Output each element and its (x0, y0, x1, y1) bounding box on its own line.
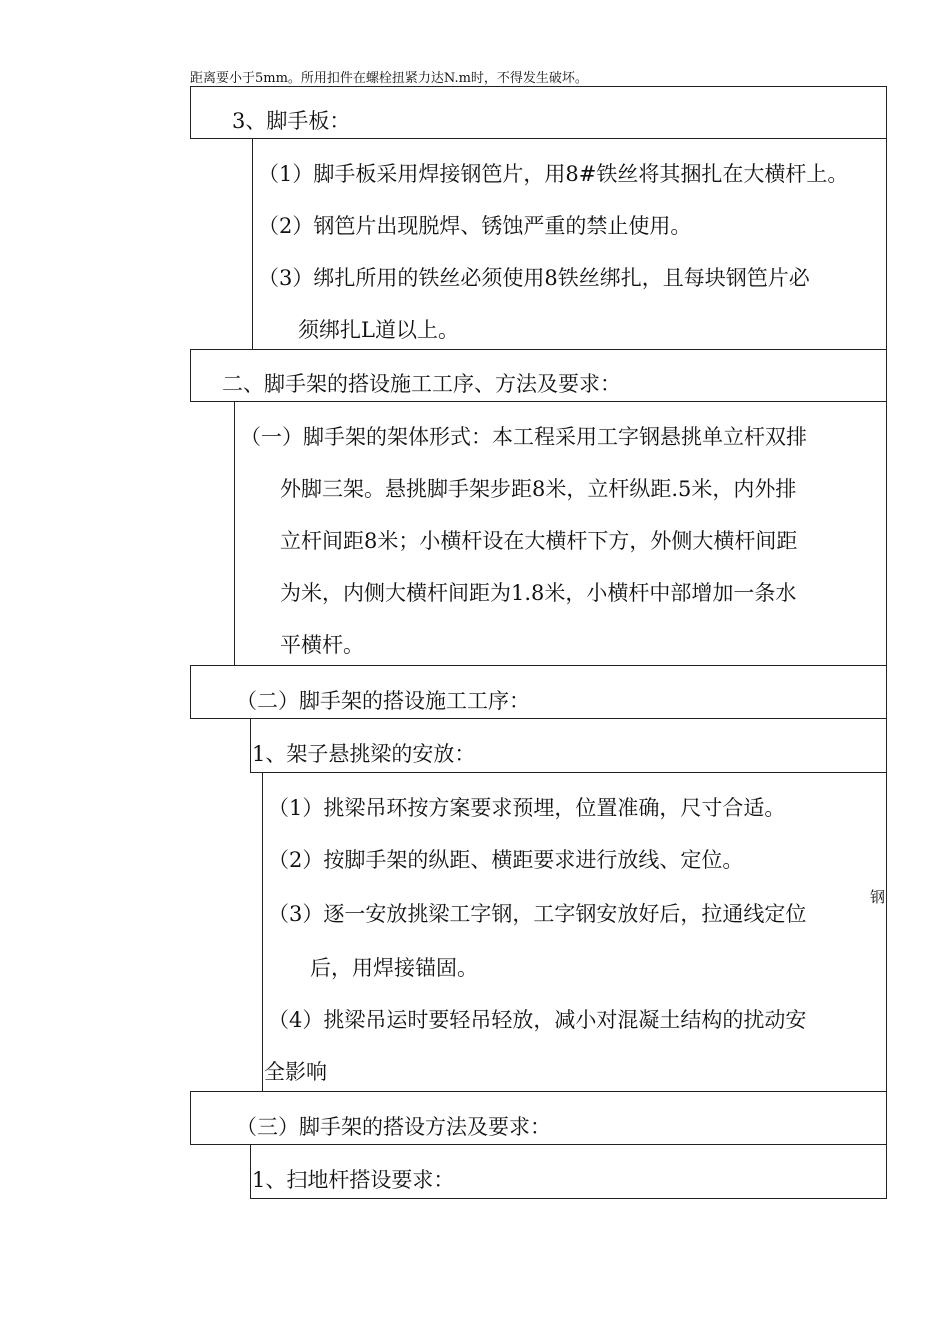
item-scaffold-board-3: （3）绑扎所用的铁丝必须使用8铁丝绑扎，且每块钢笆片必 (258, 266, 810, 290)
item-beam-2: （2）按脚手架的纵距、横距要求进行放线、定位。 (268, 848, 744, 872)
heading-section-two: 二、脚手架的搭设施工工序、方法及要求： (222, 372, 621, 396)
item-beam-3-side-note: 钢 (870, 888, 886, 906)
heading-methods: （三）脚手架的搭设方法及要求： (236, 1115, 551, 1139)
item-scaffold-board-2: （2）钢笆片出现脱焊、锈蚀严重的禁止使用。 (258, 214, 692, 238)
para-frame-form-1: （一）脚手架的架体形式：本工程采用工字钢悬挑单立杆双排 (240, 425, 807, 449)
para-frame-form-5: 平横杆。 (280, 633, 364, 657)
para-frame-form-4: 为米，内侧大横杆间距为1.8米，小横杆中部增加一条水 (280, 581, 797, 605)
heading-scaffold-board: 3、脚手板： (232, 109, 351, 133)
sub-heading-sweep-rod: 1、扫地杆搭设要求： (252, 1168, 455, 1192)
item-beam-3-cont: 后，用焊接锚固。 (310, 956, 478, 980)
heading-procedure: （二）脚手架的搭设施工工序： (236, 689, 530, 713)
sub-heading-beam-placement: 1、架子悬挑梁的安放： (252, 742, 476, 766)
item-scaffold-board-1: （1）脚手板采用焊接钢笆片，用8#铁丝将其捆扎在大横杆上。 (258, 162, 849, 186)
item-scaffold-board-3-cont: 须绑扎L道以上。 (298, 318, 459, 342)
top-note: 距离要小于5mm。所用扣件在螺栓扭紧力达N.m时，不得发生破坏。 (190, 71, 588, 86)
item-beam-4: （4）挑梁吊运时要轻吊轻放，减小对混凝土结构的扰动安 (268, 1008, 807, 1032)
para-frame-form-2: 外脚三架。悬挑脚手架步距8米，立杆纵距.5米，内外排 (280, 477, 797, 501)
item-beam-4-cont: 全影响 (264, 1060, 327, 1084)
item-beam-1: （1）挑梁吊环按方案要求预埋，位置准确，尺寸合适。 (268, 796, 786, 820)
para-frame-form-3: 立杆间距8米；小横杆设在大横杆下方，外侧大横杆间距 (280, 529, 798, 553)
item-beam-3: （3）逐一安放挑梁工字钢，工字钢安放好后，拉通线定位 (268, 902, 807, 926)
